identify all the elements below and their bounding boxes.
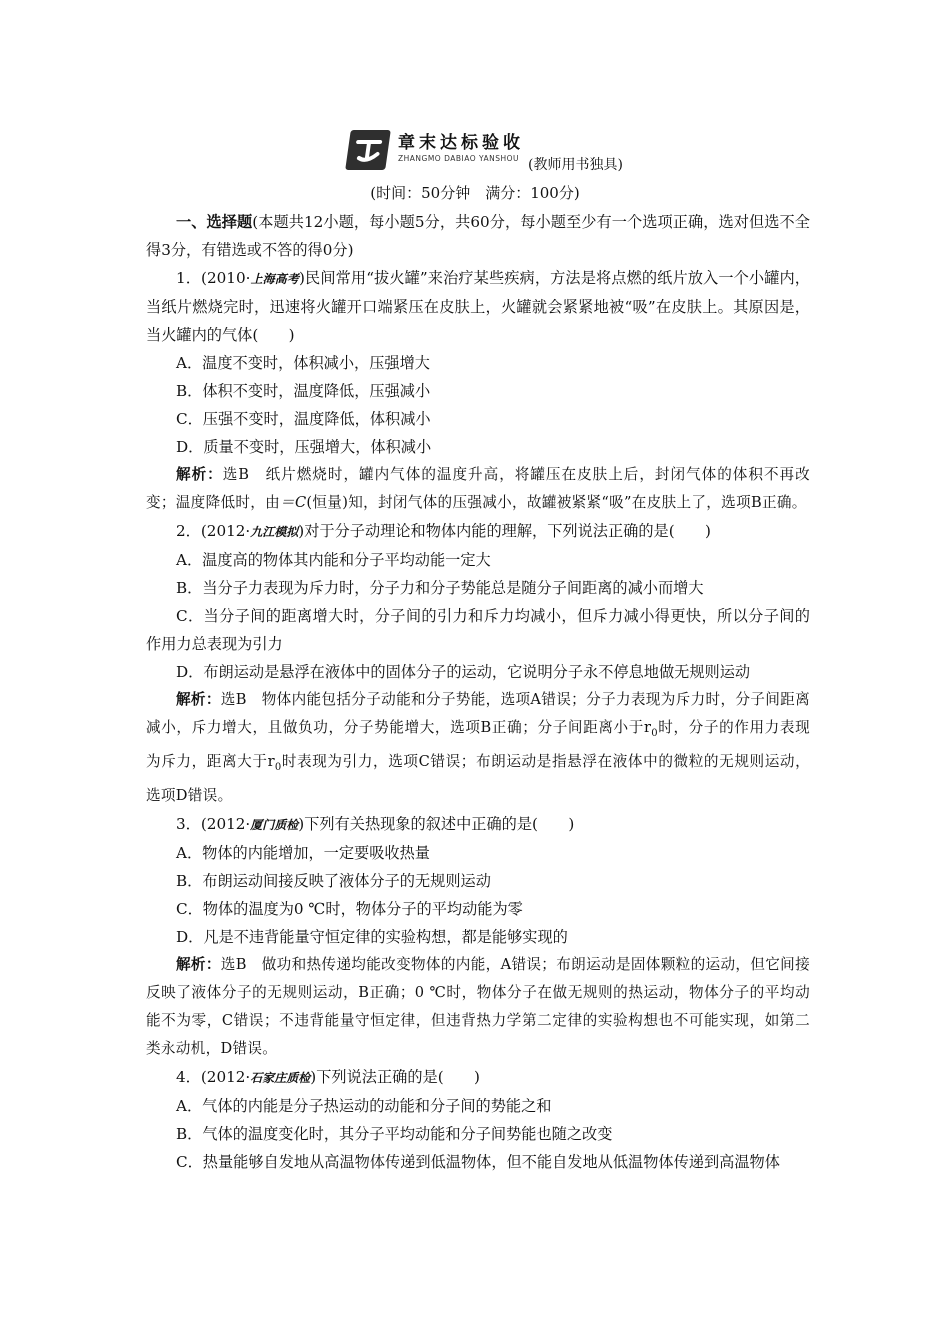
question-1-analysis [146, 461, 810, 517]
document-body [146, 208, 810, 1176]
option: B．当分子力表现为斥力时，分子力和分子势能总是随分子间距离的减小而增大 [176, 579, 704, 597]
section-desc: (本题共12小题，每小题5分，共60分，每小题至少有一个选项正确，选对但选不全得3分，有错选或不答的得0分) [146, 213, 810, 259]
chapter-header [348, 126, 688, 176]
question-number: 1．(2010· [176, 269, 251, 287]
analysis-label: 解析： [176, 466, 223, 483]
option: D．布朗运动是悬浮在液体中的固体分子的运动，它说明分子永不停息地做无规则运动 [176, 663, 751, 681]
option: B．体积不变时，温度降低，压强减小 [176, 382, 431, 400]
subscript: 0 [651, 727, 658, 739]
section-title: 一、选择题 [176, 213, 253, 231]
option: A．气体的内能是分子热运动的动能和分子间的势能之和 [176, 1096, 552, 1115]
header-pinyin: ZHANGMO DABIAO YANSHOU [398, 154, 520, 163]
question-3-analysis [146, 951, 810, 1063]
question-text: )对于分子动理论和物体内能的理解，下列说法正确的是( ) [298, 522, 711, 540]
question-source: 石家庄质检 [250, 1070, 311, 1085]
analysis-text: 时表现为引力，选项C错误；布朗运动是指悬浮在液体中的微粒的无规则运动，选项D错误。 [146, 752, 810, 804]
question-text: )民间常用“拔火罐”来治疗某些疾病，方法是将点燃的纸片放入一个小罐内，当纸片燃烧完时，迅速将火罐开口端紧压在皮肤上，火罐就会紧紧地被“吸”在皮肤上。其原因是，当火罐内的气体( ) [146, 269, 810, 344]
question-2-analysis [146, 686, 810, 810]
subscript: 0 [274, 761, 282, 773]
analysis-text: 选B 物体内能包括分子动能和分子势能，选项A错误；分子力表现为斥力时，分子间距离减小，斥力增大，且做负功，分子势能增大，选项B正确；分子间距离小于r [146, 691, 810, 736]
header-title: 章末达标验收 [398, 133, 524, 153]
question-source: 厦门质检 [250, 817, 299, 832]
option: A．温度高的物体其内能和分子平均动能一定大 [176, 551, 491, 569]
question-number: 3．(2012· [176, 814, 251, 833]
question-1-stem [146, 264, 810, 349]
analysis-text: 选B 纸片燃烧时，罐内气体的温度升高，将罐压在皮肤上后，封闭气体的体积不再改变；温度降低时，由 [146, 466, 810, 511]
time-score-line: (时间：50分钟 满分：100分) [370, 184, 580, 202]
option: D．凡是不违背能量守恒定律的实验构想，都是能够实现的 [176, 927, 568, 946]
analysis-text: (恒量)知，封闭气体的压强减小，故罐被紧紧“吸”在皮肤上了，选项B正确。 [306, 494, 807, 511]
option: B．布朗运动间接反映了液体分子的无规则运动 [176, 871, 491, 890]
question-4-stem [146, 1063, 810, 1092]
section-intro [146, 208, 810, 264]
analysis-text: 时，分子的作用力表现为斥力，距离大于r [146, 719, 810, 770]
option: C．物体的温度为0 ℃时，物体分子的平均动能为零 [176, 899, 523, 918]
question-2-stem [146, 517, 810, 546]
option: C．热量能够自发地从高温物体传递到低温物体，但不能自发地从低温物体传递到高温物体 [176, 1152, 780, 1171]
question-number: 4．(2012· [176, 1067, 251, 1086]
header-note: (教师用书独具) [528, 157, 623, 173]
analysis-label: 解析： [176, 691, 221, 708]
question-text: )下列说法正确的是( ) [310, 1067, 480, 1086]
question-3-stem [146, 810, 810, 839]
option: C．压强不变时，温度降低，体积减小 [176, 410, 431, 428]
analysis-label: 解析： [176, 955, 221, 973]
question-source: 九江模拟 [250, 525, 299, 539]
option: C．当分子间的距离增大时，分子间的引力和斥力均减小，但斥力减小得更快，所以分子间的作用力总表现为引力 [146, 607, 810, 653]
option: B．气体的温度变化时，其分子平均动能和分子间势能也随之改变 [176, 1124, 613, 1143]
analysis-formula: ＝C [280, 494, 307, 511]
option: A．物体的内能增加，一定要吸收热量 [176, 843, 430, 862]
question-source: 上海高考 [250, 272, 299, 286]
question-text: )下列有关热现象的叙述中正确的是( ) [298, 814, 575, 833]
option: A．温度不变时，体积减小，压强增大 [176, 354, 430, 372]
question-number: 2．(2012· [176, 522, 251, 540]
option: D．质量不变时，压强增大，体积减小 [176, 438, 432, 456]
analysis-text: 选B 做功和热传递均能改变物体的内能，A错误；布朗运动是固体颗粒的运动，但它间接反映了液体分子的无规则运动，B正确；0 ℃时，物体分子在做无规则的热运动，物体分子的平均动能不为零，C错误；不违背能量守恒定律，但违背热力学第二定律的实验构想也不可能实现，如第二类永动机，D错误。 [146, 955, 810, 1057]
chapter-logo-icon [345, 130, 391, 170]
